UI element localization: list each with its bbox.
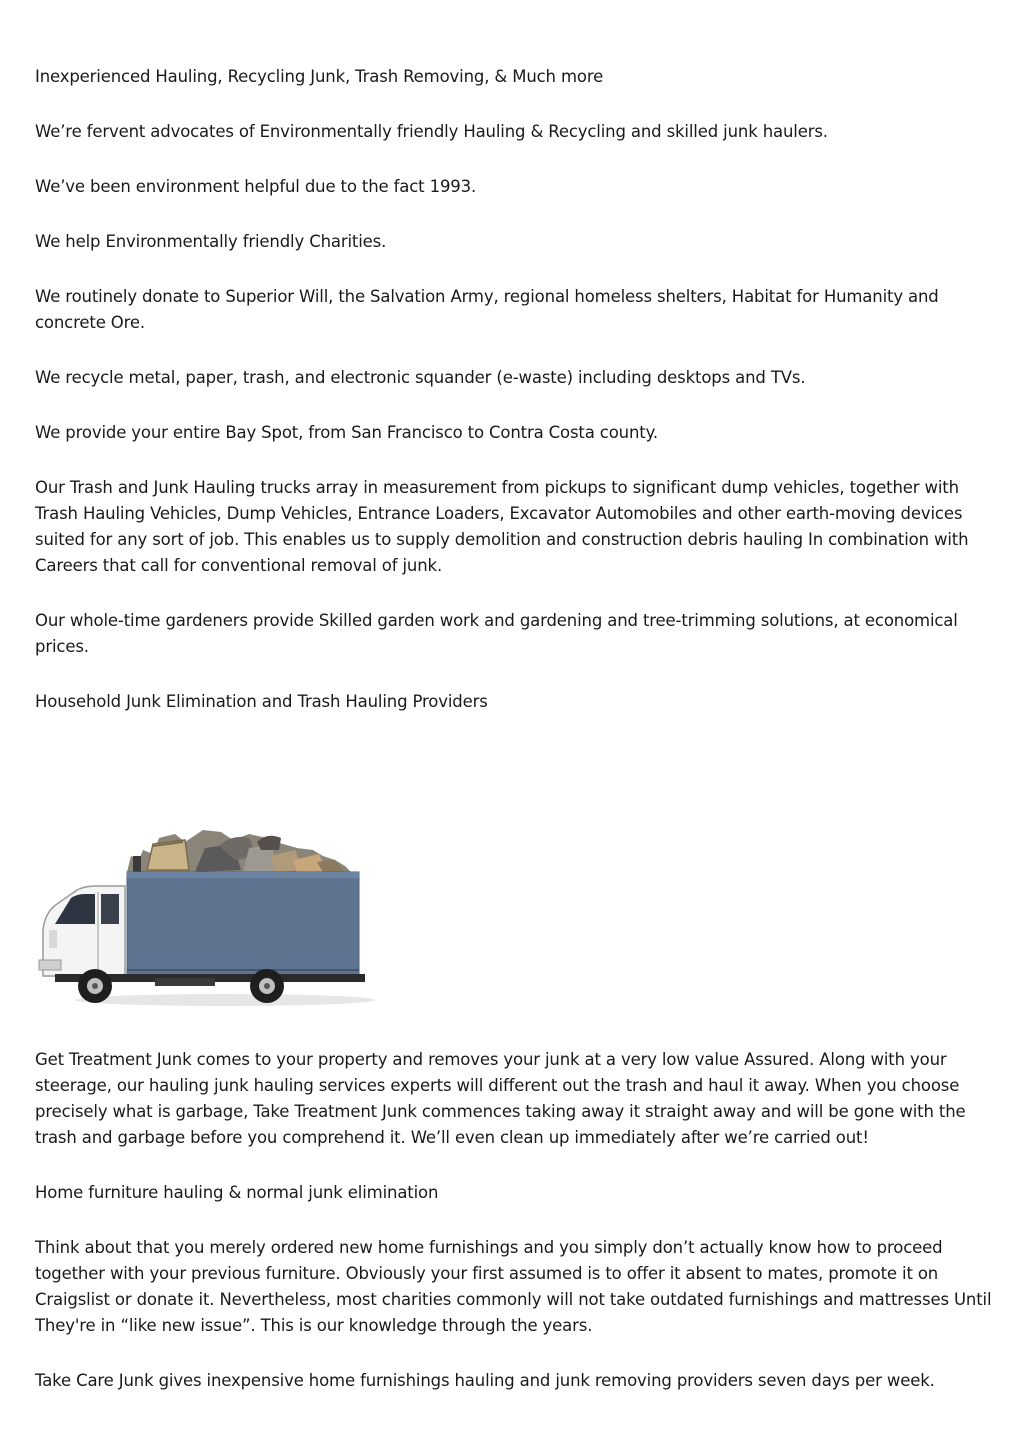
paragraph-heading-inexperienced-hauling: Inexperienced Hauling, Recycling Junk, Trash Removing, & Much more <box>35 67 604 86</box>
paragraph-new-furnishings: Think about that you merely ordered new home furnishings and you simply don’t actually know how to proceed together with your previous furniture. Obviously your first assumed is to offer it absent to mates, promote it on Craigslist or donate it. Nevertheless, most charities commonly will not take outdated furnishings and mattresses Until They're in “like new issue”. This is our knowledge through the years. <box>35 1238 992 1335</box>
document-body-top <box>35 64 993 715</box>
paragraph-seven-days: Take Care Junk gives inexpensive home furnishings hauling and junk removing providers seven days per week. <box>35 1371 935 1390</box>
paragraph-charities: We help Environmentally friendly Charities. <box>35 232 387 251</box>
paragraph-since-1993: We’ve been environment helpful due to the fact 1993. <box>35 177 477 196</box>
paragraph-service-area: We provide your entire Bay Spot, from San Francisco to Contra Costa county. <box>35 423 658 442</box>
document-body-bottom <box>35 1047 993 1394</box>
paragraph-heading-furniture-hauling: Home furniture hauling & normal junk elimination <box>35 1183 439 1202</box>
paragraph-trucks: Our Trash and Junk Hauling trucks array in measurement from pickups to significant dump vehicles, together with Trash Hauling Vehicles, Dump Vehicles, Entrance Loaders, Excavator Automobiles and other earth-moving devices suited for any sort of job. This enables us to supply demolition and construction debris hauling In combination with Careers that call for conventional removal of junk. <box>35 478 969 575</box>
rear-wheel-icon <box>250 969 284 1003</box>
junk-pile-icon <box>127 830 351 872</box>
front-wheel-icon <box>78 969 112 1003</box>
paragraph-recycle: We recycle metal, paper, trash, and electronic squander (e-waste) including desktops and TVs. <box>35 368 806 387</box>
paragraph-advocates: We’re fervent advocates of Environmentally friendly Hauling & Recycling and skilled junk haulers. <box>35 122 828 141</box>
junk-truck-image <box>35 826 375 1012</box>
paragraph-heading-household-junk: Household Junk Elimination and Trash Hauling Providers <box>35 692 488 711</box>
truck-cab-icon <box>39 886 125 976</box>
paragraph-take-treatment-junk: Get Treatment Junk comes to your property and removes your junk at a very low value Assured. Along with your steerage, our hauling junk hauling services experts will different out the trash and haul it away. When you choose precisely what is garbage, Take Treatment Junk commences taking away it straight away and will be gone with the trash and garbage before you comprehend it. We’ll even clean up immediately after we’re carried out! <box>35 1050 966 1147</box>
paragraph-gardeners: Our whole-time gardeners provide Skilled garden work and gardening and tree-trimming solutions, at economical prices. <box>35 611 958 656</box>
paragraph-donations: We routinely donate to Superior Will, the Salvation Army, regional homeless shelters, Habitat for Humanity and concrete Ore. <box>35 287 939 332</box>
